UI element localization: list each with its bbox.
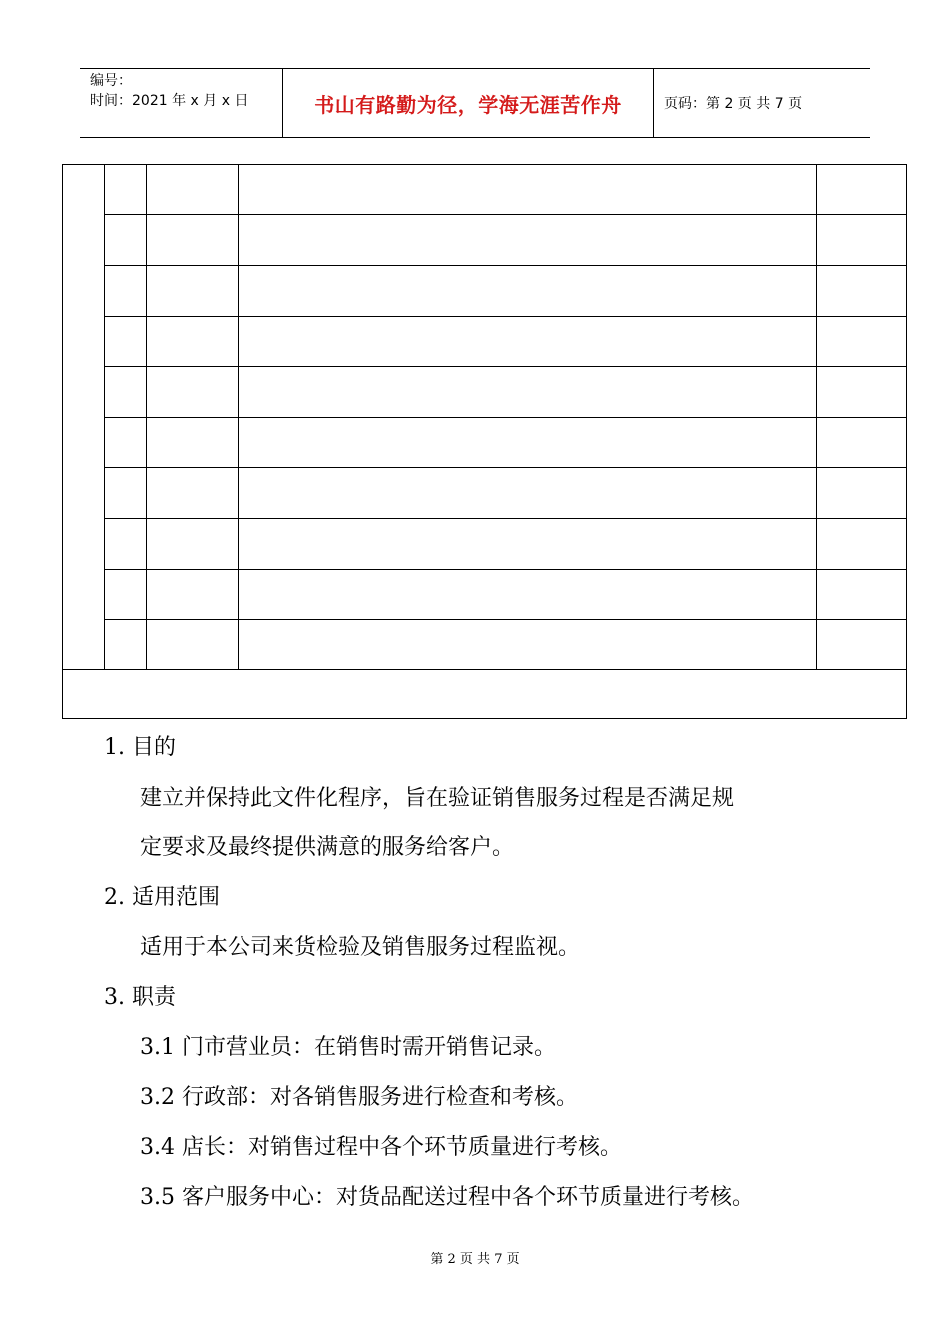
table-row-divider [104, 316, 907, 317]
table-row-divider [104, 569, 907, 570]
document-number-label: 编号： [90, 73, 132, 89]
header-page-info: 页码：第 2 页 共 7 页 [664, 96, 803, 112]
document-time-label: 时间：2021 年 x 月 x 日 [90, 93, 249, 109]
revision-table [62, 164, 907, 719]
section-text: 3.4 店长：对销售过程中各个环节质量进行考核。 [140, 1135, 622, 1160]
table-row-divider [104, 467, 907, 468]
section-text: 建立并保持此文件化程序，旨在验证销售服务过程是否满足规 [140, 786, 735, 811]
header-divider [653, 69, 654, 137]
table-row-divider [104, 417, 907, 418]
document-header [80, 68, 870, 138]
section-text: 3.1 门市营业员：在销售时需开销售记录。 [140, 1035, 556, 1060]
header-meta [90, 71, 282, 111]
table-row-divider [104, 366, 907, 367]
section-heading-purpose: 1. 目的 [104, 735, 176, 760]
table-row-divider [104, 619, 907, 620]
table-row-divider [104, 214, 907, 215]
section-text: 3.5 客户服务中心：对货品配送过程中各个环节质量进行考核。 [140, 1185, 754, 1210]
section-text: 适用于本公司来货检验及销售服务过程监视。 [140, 935, 581, 960]
table-row-divider [62, 669, 907, 670]
section-heading-responsibilities: 3. 职责 [104, 985, 176, 1010]
section-text: 定要求及最终提供满意的服务给客户。 [140, 835, 515, 860]
table-row-divider [104, 518, 907, 519]
page-footer: 第 2 页 共 7 页 [430, 1252, 520, 1267]
header-motto: 书山有路勤为径，学海无涯苦作舟 [314, 92, 622, 117]
section-heading-scope: 2. 适用范围 [104, 885, 220, 910]
table-row-divider [104, 265, 907, 266]
section-text: 3.2 行政部：对各销售服务进行检查和考核。 [140, 1085, 578, 1110]
